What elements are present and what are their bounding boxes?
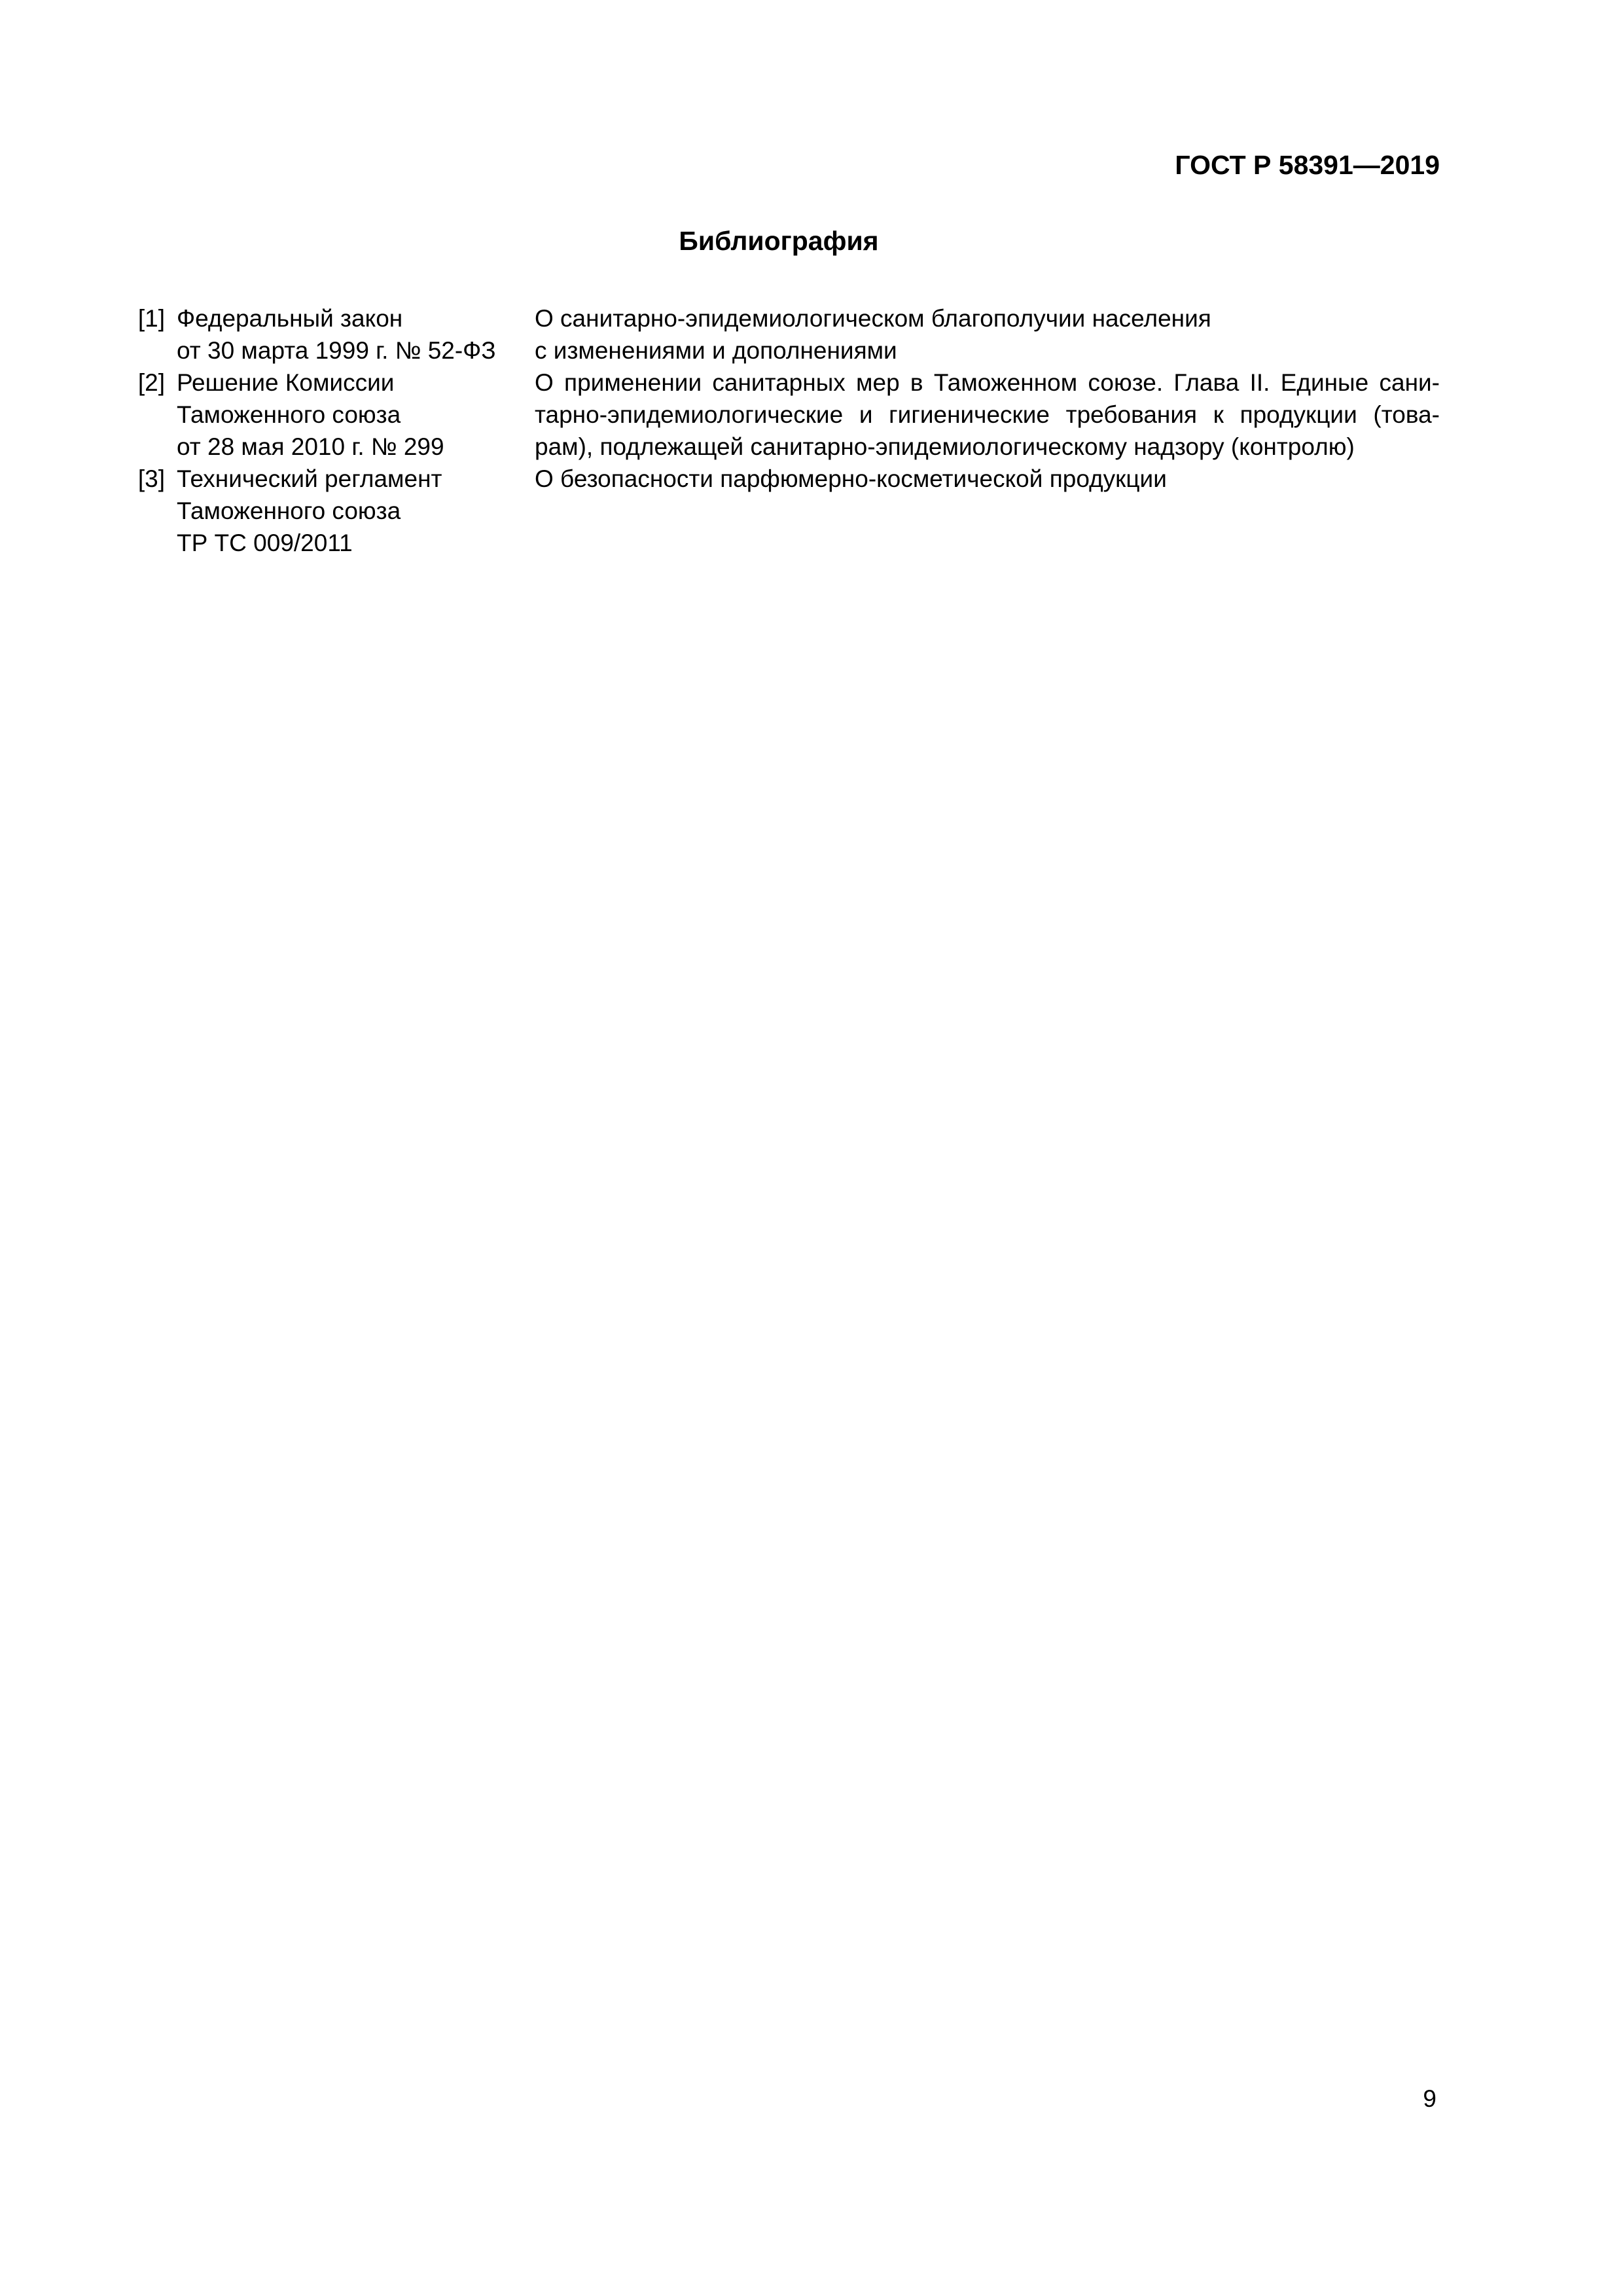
entry-source-line: от 30 марта 1999 г. № 52-ФЗ [177, 337, 496, 364]
section-title: Библиография [679, 226, 879, 256]
entry-source-line: Федеральный закон [177, 305, 403, 332]
entry-title-line: О применении санитарных мер в Таможенном союзе. Глава II. Единые сани- [535, 369, 1440, 396]
entry-title-line: рам), подлежащей санитарно-эпидемиологическому надзору (контролю) [535, 433, 1355, 460]
entry-source [165, 302, 535, 367]
entry-source-line: от 28 мая 2010 г. № 299 [177, 433, 444, 460]
entry-title-line: О санитарно-эпидемиологическом благополучии населения [535, 305, 1211, 332]
entry-source [165, 367, 535, 463]
entry-number: [3] [137, 465, 165, 492]
entry-number: [2] [137, 369, 165, 396]
bibliography-list [111, 302, 1440, 559]
entry-source-line: Решение Комиссии [177, 369, 395, 396]
entry-title-line: О безопасности парфюмерно-косметической продукции [535, 465, 1167, 492]
page-number: 9 [1423, 2085, 1436, 2112]
entry-source-line: Технический регламент [177, 465, 442, 492]
entry-source-line: Таможенного союза [177, 497, 401, 524]
bibliography-entry-3 [111, 463, 1440, 559]
bibliography-entry-1 [111, 302, 1440, 367]
document-code: ГОСТ Р 58391—2019 [1175, 150, 1440, 180]
entry-source-line: Таможенного союза [177, 401, 401, 428]
entry-title [535, 463, 1440, 495]
entry-title [535, 367, 1440, 463]
entry-title-line: с изменениями и дополнениями [535, 337, 897, 364]
entry-source [165, 463, 535, 559]
entry-source-line: ТР ТС 009/2011 [177, 529, 353, 556]
entry-title-line: тарно-эпидемиологические и гигиенические требования к продукции (това- [535, 401, 1440, 428]
bibliography-entry-2 [111, 367, 1440, 463]
entry-number: [1] [137, 305, 165, 332]
entry-title [535, 302, 1440, 367]
